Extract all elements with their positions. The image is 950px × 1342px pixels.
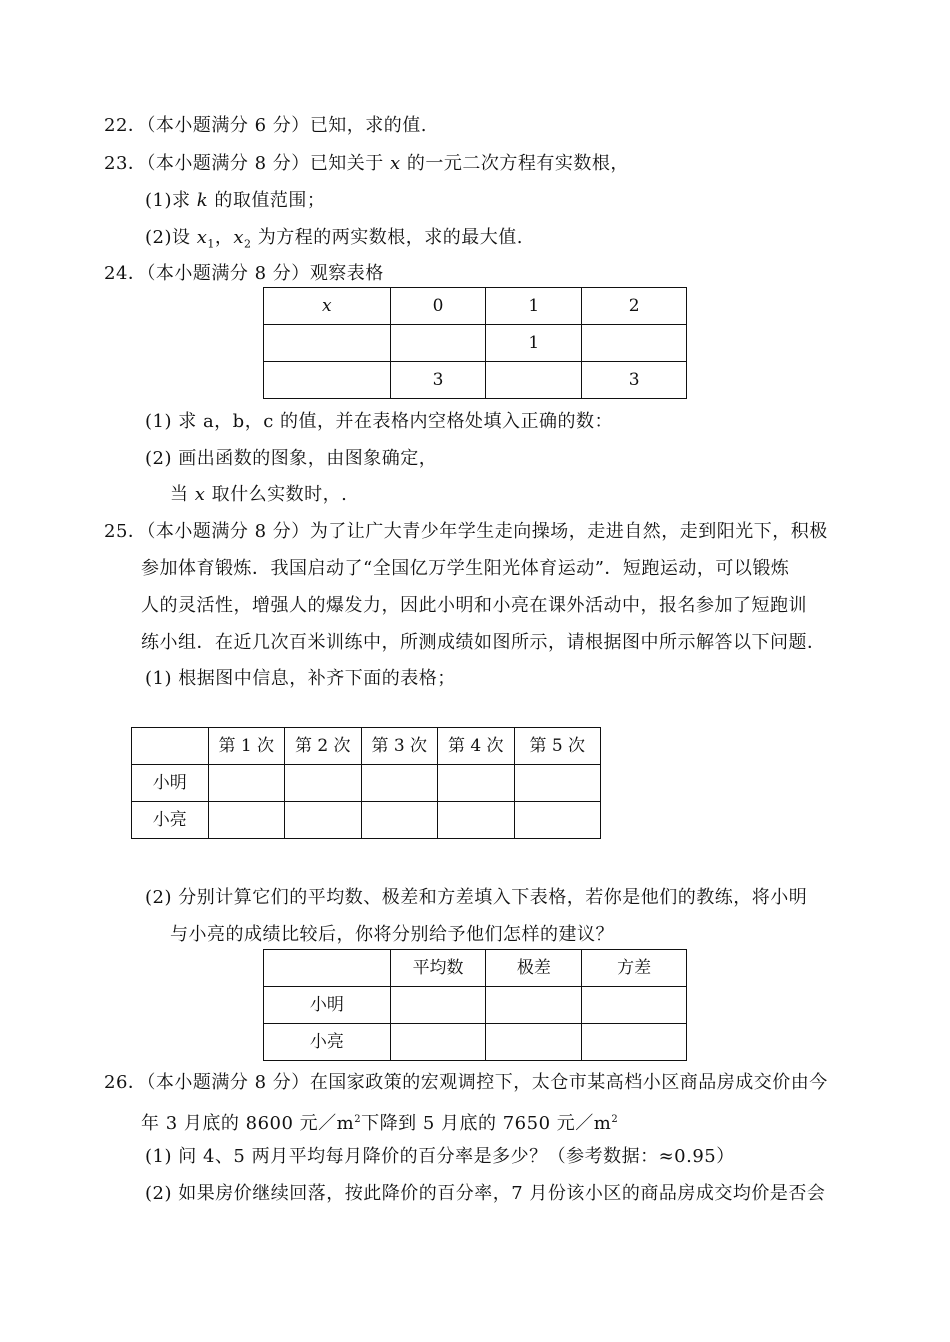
question-number: 22． (104, 115, 147, 136)
table-cell (264, 950, 391, 987)
question-24-part-2-continued (170, 483, 347, 507)
question-text: 在国家政策的宏观调控下，太仓市某高档小区商品房成交价由今 (309, 1072, 828, 1093)
question-text: 为了让广大青少年学生走向操场，走进自然，走到阳光下，积极 (309, 521, 828, 542)
table-row-label: 小明 (132, 765, 209, 802)
table-cell (361, 802, 438, 839)
table-row-label: 小亮 (264, 1024, 391, 1061)
table-header-cell: 第 2 次 (285, 728, 362, 765)
table-row (132, 728, 601, 765)
part-text: 取什么实数时，. (205, 484, 348, 505)
table-cell (361, 765, 438, 802)
variable: k (196, 190, 209, 211)
question-points: （本小题满分 8 分） (146, 521, 310, 542)
subscript: 1 (207, 237, 215, 251)
question-25 (104, 520, 828, 544)
question-text: 下降到 5 月底的 7650 元／m (361, 1113, 612, 1134)
table-row (132, 802, 601, 839)
table-row (264, 987, 687, 1024)
question-text-line: 练小组．在近几次百米训练中，所测成绩如图所示，请根据图中所示解答以下问题． (141, 632, 826, 653)
question-text-line: 人的灵活性，增强人的爆发力，因此小明和小亮在课外活动中，报名参加了短跑训 (141, 595, 807, 616)
table-cell (390, 325, 486, 362)
table-cell (285, 802, 362, 839)
question-text: 年 3 月底的 8600 元／m (141, 1113, 355, 1134)
table-cell (486, 987, 582, 1024)
part-text: (2)设 (145, 227, 197, 248)
question-points: （本小题满分 8 分） (146, 263, 310, 284)
question-23-part-2 (145, 226, 523, 257)
table-cell: 1 (486, 325, 582, 362)
question-26 (104, 1071, 828, 1095)
variable: x (233, 227, 245, 248)
part-text: 为方程的两实数根，求的最大值. (251, 227, 523, 248)
table-cell (514, 802, 601, 839)
table-cell (132, 728, 209, 765)
table-header-cell: 第 5 次 (514, 728, 601, 765)
table-cell: x (264, 288, 391, 325)
question-number: 24． (104, 263, 147, 284)
superscript: 2 (354, 1114, 362, 1125)
question-text: 已知关于 (309, 153, 391, 174)
table-cell (582, 987, 687, 1024)
variable: x (390, 153, 401, 174)
table-cell (208, 765, 285, 802)
question-text-line: 参加体育锻炼．我国启动了“全国亿万学生阳光体育运动”．短跑运动，可以锻炼 (141, 558, 790, 579)
question-number: 26． (104, 1072, 147, 1093)
table-cell (208, 802, 285, 839)
table-header-cell: 第 4 次 (438, 728, 515, 765)
variable: x (194, 484, 206, 505)
question-26-part-1: (1) 问 4、5 两月平均每月降价的百分率是多少？（参考数据：≈0.95） (145, 1146, 735, 1167)
table-cell (514, 765, 601, 802)
table-row (264, 325, 687, 362)
table-cell (285, 765, 362, 802)
question-points: （本小题满分 8 分） (146, 1072, 310, 1093)
table-row-label: 小亮 (132, 802, 209, 839)
table-cell: 0 (390, 288, 486, 325)
scores-table (131, 727, 601, 839)
superscript: 2 (611, 1114, 619, 1125)
table-row (264, 950, 687, 987)
question-25-part-2: (2) 分别计算它们的平均数、极差和方差填入下表格，若你是他们的教练，将小明 (145, 887, 808, 908)
table-header-cell: 方差 (582, 950, 687, 987)
table-cell: 3 (582, 362, 687, 399)
part-text: (1)求 (145, 190, 197, 211)
question-text: 的一元二次方程有实数根， (400, 153, 629, 174)
table-header-cell: 第 1 次 (208, 728, 285, 765)
table-cell (486, 1024, 582, 1061)
table-row (264, 362, 687, 399)
variable: x (196, 227, 208, 248)
table-cell: 2 (582, 288, 687, 325)
question-22 (104, 114, 427, 138)
question-text: 已知，求的值. (309, 115, 428, 136)
question-number: 23． (104, 153, 147, 174)
question-points: （本小题满分 8 分） (146, 153, 310, 174)
subscript: 2 (244, 237, 252, 251)
table-cell (390, 987, 486, 1024)
table-cell (264, 325, 391, 362)
table-header-cell: 第 3 次 (361, 728, 438, 765)
table-row (264, 288, 687, 325)
table-cell (582, 1024, 687, 1061)
table-row-label: 小明 (264, 987, 391, 1024)
table-cell (438, 802, 515, 839)
values-table (263, 287, 687, 399)
question-number: 25． (104, 521, 147, 542)
part-text: 的取值范围； (208, 190, 326, 211)
question-24-part-1: (1) 求 a，b，c 的值，并在表格内空格处填入正确的数： (145, 411, 613, 432)
question-26-part-2: (2) 如果房价继续回落，按此降价的百分率，7 月份该小区的商品房成交均价是否会 (145, 1183, 826, 1204)
table-cell: 1 (486, 288, 582, 325)
table-header-cell: 极差 (486, 950, 582, 987)
question-25-part-1: (1) 根据图中信息，补齐下面的表格； (145, 668, 456, 689)
table-cell (438, 765, 515, 802)
question-text-line (141, 1108, 618, 1136)
question-text: 观察表格 (309, 263, 384, 284)
question-24-part-2: (2) 画出函数的图象，由图象确定， (145, 448, 438, 469)
table-header-cell: 平均数 (390, 950, 486, 987)
question-24 (104, 262, 384, 286)
separator: ， (214, 227, 234, 248)
table-cell: 3 (390, 362, 486, 399)
table-cell (582, 325, 687, 362)
statistics-table (263, 949, 687, 1061)
table-row (264, 1024, 687, 1061)
question-25-part-2-continued: 与小亮的成绩比较后，你将分别给予他们怎样的建议？ (170, 924, 614, 945)
question-23-part-1 (145, 189, 325, 213)
question-points: （本小题满分 6 分） (146, 115, 310, 136)
part-text: 当 (170, 484, 195, 505)
table-cell (486, 362, 582, 399)
table-cell (390, 1024, 486, 1061)
table-cell (264, 362, 391, 399)
table-row (132, 765, 601, 802)
question-23 (104, 152, 629, 176)
